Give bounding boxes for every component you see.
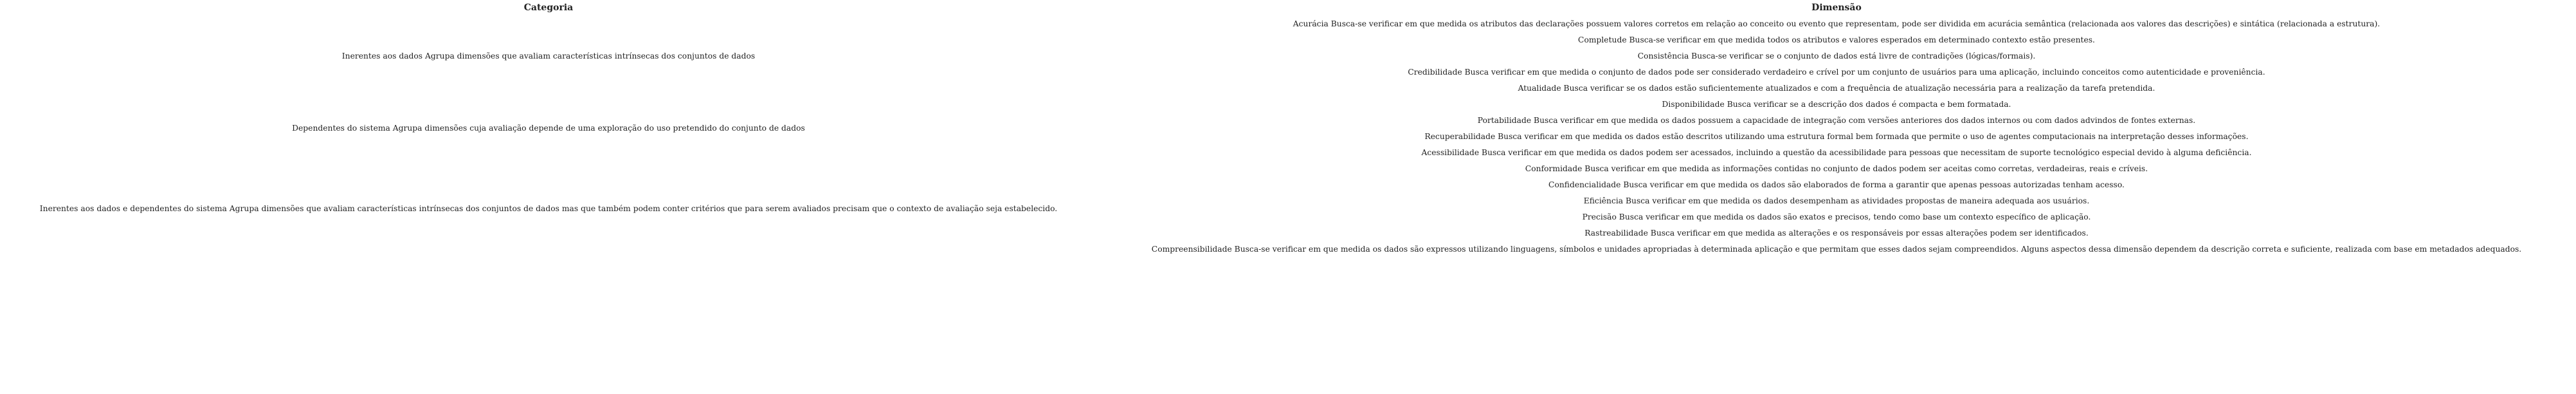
- dimension-cell: Conformidade Busca verificar em que medida as informações contidas no conjunto de dados podem ser aceitas como corretas, verdadeiras, reais e críveis.: [1525, 164, 2148, 173]
- dimension-cell: Confidencialidade Busca verificar em que medida os dados são elaborados de forma a garantir que apenas pessoas autorizadas tenham acesso.: [1548, 180, 2125, 189]
- dimension-cell: Recuperabilidade Busca verificar em que medida os dados estão descritos utilizando uma estrutura formal bem formada que permite o uso de agentes computacionais na interpretação desses informações.: [1424, 131, 2249, 141]
- category-cell: Inerentes aos dados Agrupa dimensões que avaliam características intrínsecas dos conjuntos de dados: [341, 51, 756, 61]
- category-cell: Dependentes do sistema Agrupa dimensões cuja avaliação depende de uma exploração do uso pretendido do conjunto de dados: [292, 124, 805, 133]
- dimension-cell: Eficiência Busca verificar em que medida os dados desempenham as atividades propostas de maneira adequada aos usuários.: [1583, 196, 2090, 205]
- dimension-cell: Portabilidade Busca verificar em que medida os dados possuem a capacidade de integração com versões anteriores dos dados internos ou com dados advindos de fontes externas.: [1477, 115, 2196, 125]
- dimension-cell: Credibilidade Busca verificar em que medida o conjunto de dados pode ser considerado verdadeiro e crível por um conjunto de usuários para uma aplicação, incluindo conceitos como autenticidade e proveniência.: [1408, 67, 2265, 77]
- dimension-cell: Atualidade Busca verificar se os dados estão suficientemente atualizados e com a frequência de atualização necessária para a realização da tarefa pretendida.: [1518, 83, 2155, 93]
- table-row: [0, 96, 2576, 112]
- dimension-cell: Acessibilidade Busca verificar em que medida os dados podem ser acessados, incluindo a questão da acessibilidade para pessoas que necessitam de suporte tecnológico especial devido à alguma deficiência.: [1421, 147, 2252, 157]
- header-categoria: Categoria: [523, 3, 574, 13]
- dimension-cell: Disponibilidade Busca verificar se a descrição dos dados é compacta e bem formatada.: [1662, 99, 2011, 109]
- table-header-row: [0, 0, 2576, 15]
- dimension-cell: Compreensibilidade Busca-se verificar em que medida os dados são expressos utilizando linguagens, símbolos e unidades apropriadas à determinada aplicação e que permitam que esses dados sejam compreendidos. Alguns aspectos dessa dimensão dependem da descrição correta e suficiente, realizada com base em metadados adequados.: [1151, 244, 2522, 254]
- dimension-cell: Rastreabilidade Busca verificar em que medida as alterações e os responsáveis por essas alterações podem ser identificados.: [1584, 228, 2089, 238]
- header-dimensao: Dimensão: [1811, 3, 1862, 13]
- dimension-cell: Consistência Busca-se verificar se o conjunto de dados está livre de contradições (lógicas/formais).: [1637, 51, 2036, 61]
- dimension-cell: Completude Busca-se verificar em que medida todos os atributos e valores esperados em determinado contexto estão presentes.: [1578, 35, 2095, 44]
- category-cell: Inerentes aos dados e dependentes do sistema Agrupa dimensões que avaliam características intrínsecas dos conjuntos de dados mas que também podem conter critérios que para serem avaliados precisam que o contexto de avaliação seja estabelecido.: [39, 204, 1058, 213]
- dimension-cell: Precisão Busca verificar em que medida os dados são exatos e precisos, tendo como base um contexto específico de aplicação.: [1582, 212, 2091, 221]
- table-row: [0, 160, 2576, 176]
- dimension-cell: Acurácia Busca-se verificar em que medida os atributos das declarações possuem valores corretos em relação ao conceito ou evento que representam, pode ser dividida em acurácia semântica (relacionada aos valores das descrições) e sintática (relacionada a estrutura).: [1293, 19, 2381, 28]
- table-row: [0, 15, 2576, 32]
